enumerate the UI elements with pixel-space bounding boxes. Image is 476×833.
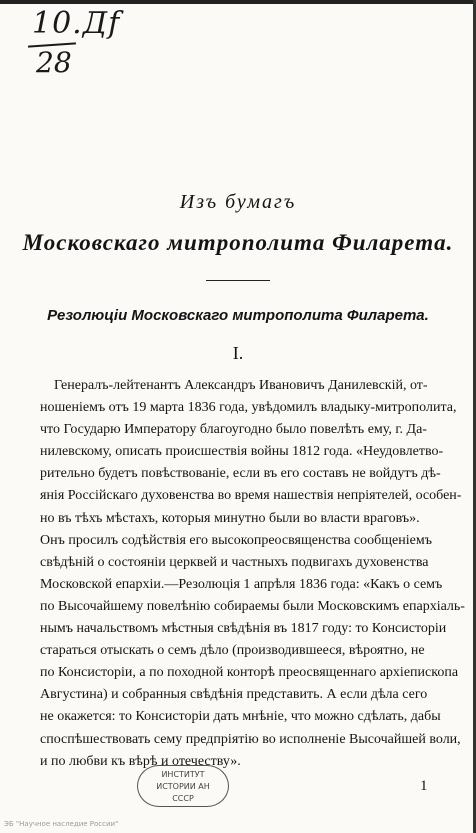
section-numeral: I. [232,343,244,363]
text-line: Московской епархіи.—Резолюція 1 апрѣля 1836 года: «Какъ о семъ [40,576,443,592]
footer-watermark: ЭБ "Научное наследие России" [4,820,119,828]
text-line: Генералъ-лейтенантъ Александръ Ивановичъ Данилевскій, от- [54,378,428,393]
text-line: но въ тѣхъ мѣстахъ, которыя минутно были во власти враговъ». [40,510,420,526]
stamp-line: СССР [172,794,194,803]
title-line-2: Московскаго митрополита Филарета. [22,230,454,255]
handwritten-number: 28 [36,46,72,79]
body-paragraph [40,375,465,773]
text-line: споспѣшествовать сему предпріятію во исполненіе Высочайшей воли, [40,731,461,747]
text-line: и по любви къ вѣрѣ и отечеству». [40,753,241,769]
page-number: 1 [420,778,428,794]
text-line: стараться отыскать о семъ дѣло (производившееся, вѣроятно, не [40,643,425,659]
title-divider [206,280,270,281]
stamp-line: ИСТОРИИ АН [156,782,210,791]
text-line: ношеніемъ отъ 19 марта 1836 года, увѣдомилъ владыку-митрополита, [40,400,457,416]
text-line: нымъ начальствомъ мѣстныя свѣдѣнія въ 1817 году: то Консисторіи [40,621,447,637]
text-line: янія Россійскаго духовенства во время нашествія непріятелей, особен- [40,488,462,504]
stamp-line: ИНСТИТУТ [161,770,205,779]
text-line: нилевскому, описать происшествія войны 1812 года. «Неудовлетво- [40,444,444,460]
scan-border-top [0,0,476,4]
text-line: Августина) и собранныя свѣдѣнія представить. А если дѣла сего [40,687,428,703]
text-line: по Высочайшему повелѣнію собираемы были Московскимъ епархіаль- [40,598,465,614]
text-line: что Государю Императору благоугодно было повелѣть ему, г. Да- [40,422,427,438]
library-stamp [137,765,229,807]
text-line: не окажется: то Консисторіи дать мнѣніе, что можно сдѣлать, дабы [40,709,441,725]
section-heading: Резолюціи Московскаго митрополита Филарета. [47,307,429,324]
text-line: по Консисторіи, а по походной конторѣ преосвященнаго архіепископа [40,665,459,681]
text-line: свѣдѣній о состояніи церквей и частныхъ подвигахъ духовенства [40,554,429,570]
text-line: рительно будетъ повѣствованіе, если въ его составъ не войдутъ дѣ- [40,466,441,482]
text-line: Онъ просилъ содѣйствія его высокопреосвященства сообщеніемъ [40,532,432,548]
title-line-1: Изъ бумагъ [179,191,297,213]
handwritten-shelfmark: 10.Дf [32,6,121,41]
